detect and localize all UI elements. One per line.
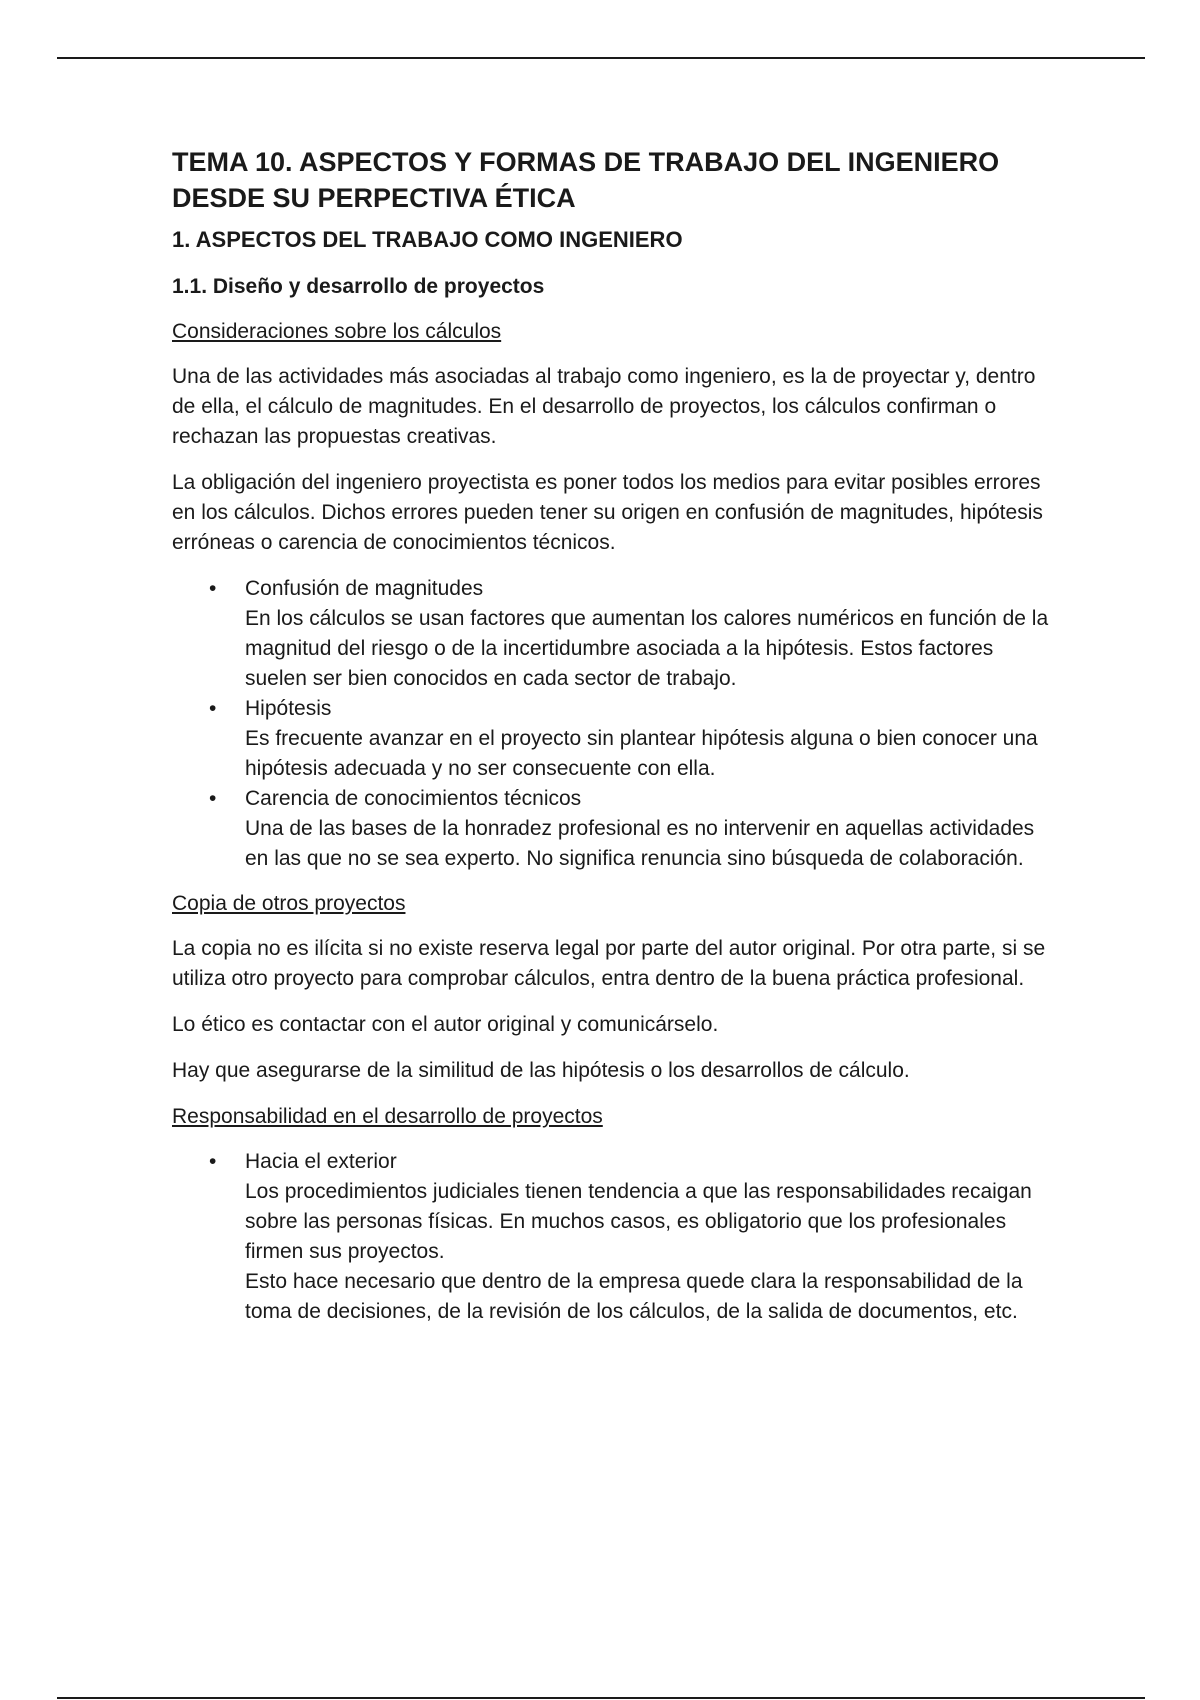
subsection-heading: 1.1. Diseño y desarrollo de proyectos [172,275,545,298]
document-body [172,144,1052,1342]
paragraph: La copia no es ilícita si no existe reserva legal por parte del autor original. Por otra parte, si se utiliza otro proyecto para comprobar cálculos, entra dentro de la buena práctica profesional. [172,937,1046,990]
bullet-icon: • [209,1150,217,1173]
paragraph: Lo ético es contactar con el autor original y comunicárselo. [172,1013,719,1036]
bullet-list-errors [172,574,1052,874]
list-item-title: Hacia el exterior [245,1150,397,1173]
footer-rule [57,1697,1145,1699]
list-item-text: Es frecuente avanzar en el proyecto sin plantear hipótesis alguna o bien conocer una hipótesis adecuada y no ser consecuente con ella. [245,727,1038,780]
list-item-text: Los procedimientos judiciales tienen tendencia a que las responsabilidades recaigan sobre las personas físicas. En muchos casos, es obligatorio que los profesionales firmen sus proyectos. [245,1180,1032,1263]
list-item-text: Una de las bases de la honradez profesional es no intervenir en aquellas actividades en las que no se sea experto. No significa renuncia sino búsqueda de colaboración. [245,817,1035,870]
bullet-list-responsabilidad [172,1147,1052,1327]
list-item-title: Confusión de magnitudes [245,577,484,600]
list-item-text: Esto hace necesario que dentro de la empresa quede clara la responsabilidad de la toma de decisiones, de la revisión de los cálculos, de la salida de documentos, etc. [245,1270,1023,1323]
document-title: TEMA 10. ASPECTOS Y FORMAS DE TRABAJO DEL INGENIERO DESDE SU PERPECTIVA ÉTICA [172,147,1000,213]
paragraph: Una de las actividades más asociadas al trabajo como ingeniero, es la de proyectar y, dentro de ella, el cálculo de magnitudes. En el desarrollo de proyectos, los cálculos confirman o rechazan las propuestas creativas. [172,365,1036,448]
list-item [172,574,1052,694]
paragraph: La obligación del ingeniero proyectista es poner todos los medios para evitar posibles errores en los cálculos. Dichos errores pueden tener su origen en confusión de magnitudes, hipótesis erróneas o carencia de conocimientos técnicos. [172,471,1043,554]
list-item-title: Hipótesis [245,697,332,720]
header-rule [57,57,1145,59]
list-item [172,694,1052,784]
bullet-icon: • [209,697,217,720]
subheading-copia: Copia de otros proyectos [172,892,406,915]
subheading-calculos: Consideraciones sobre los cálculos [172,320,502,343]
bullet-icon: • [209,577,217,600]
list-item-text: En los cálculos se usan factores que aumentan los calores numéricos en función de la magnitud del riesgo o de la incertidumbre asociada a la hipótesis. Estos factores suelen ser bien conocidos en cada sector de trabajo. [245,607,1049,690]
list-item [172,1147,1052,1327]
list-item-title: Carencia de conocimientos técnicos [245,787,582,810]
paragraph: Hay que asegurarse de la similitud de las hipótesis o los desarrollos de cálculo. [172,1059,910,1082]
list-item [172,784,1052,874]
section-heading: 1. ASPECTOS DEL TRABAJO COMO INGENIERO [172,227,683,252]
bullet-icon: • [209,787,217,810]
subheading-responsabilidad: Responsabilidad en el desarrollo de proyectos [172,1105,603,1128]
